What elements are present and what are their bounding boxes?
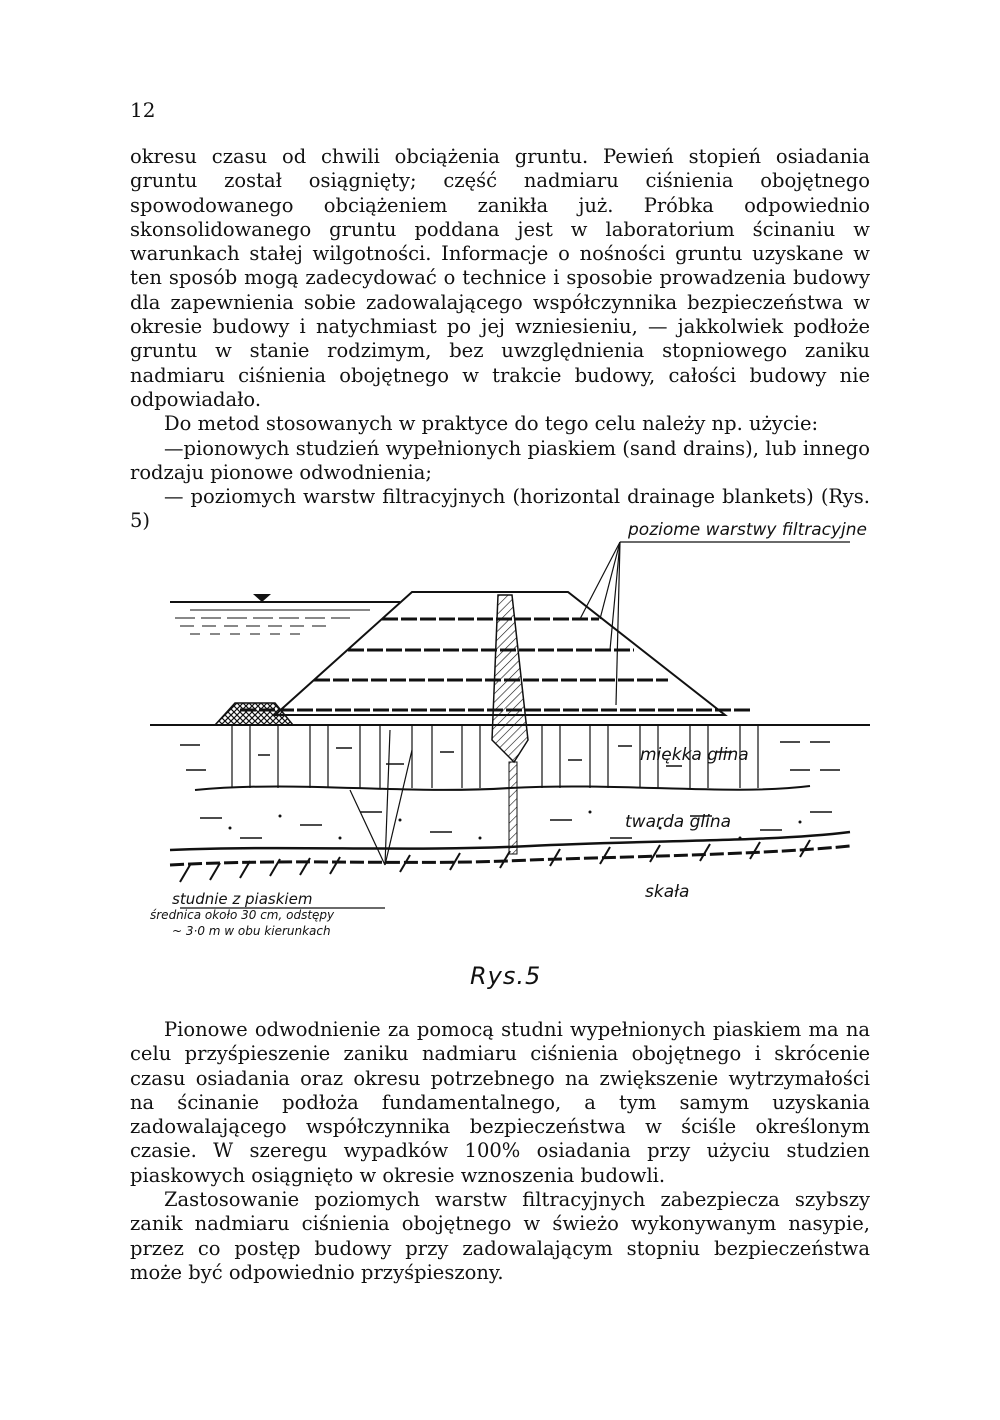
label-sand-drains: studnie z piaskiem: [172, 890, 313, 908]
water-level-icon: [253, 594, 271, 602]
berm-block: [215, 703, 293, 725]
paragraph: Do metod stosowanych w praktyce do tego celu należy np. użycie:: [164, 412, 819, 436]
water-surface: [170, 594, 400, 634]
label-hard-clay: twarda glina: [625, 812, 732, 832]
paragraph: okresu czasu od chwili obciążenia gruntu. Pewień stopień osiadania gruntu został osiągnięty; część nadmiaru ciśnienia obojętnego spowodowanego obciążeniem zanikła już. Próbka odpowiednio skonsolidowanego gruntu poddana jest w laboratorium ścinaniu w warunkach stałej wilgotności. Informacje o nośności gruntu uzyskane w ten sposób mogą zadecydować o technice i sposobie prowadzenia budowy dla zapewnienia sobie zadowalającego współczynnika bezpieczeństwa w okresie budowy i natychmiast po jej wzniesieniu, — jakkolwiek podłoże gruntu w stanie rodzimym, bez uwzględnienia stopniowego zaniku nadmiaru ciśnienia obojętnego w trakcie budowy, całości budowy nie odpowiadało.: [130, 145, 870, 411]
label-sand-drains-spacing: ~ 3·0 m w obu kierunkach: [172, 924, 331, 938]
figure-embankment-diagram: [150, 520, 870, 940]
label-rock: skała: [645, 882, 690, 902]
label-horizontal-layers: poziome warstwy filtracyjne: [628, 520, 868, 540]
bottom-text: [130, 1018, 870, 1285]
list-item: — poziomych warstw filtracyjnych (horizontal drainage blankets) (Rys. 5): [130, 485, 870, 533]
paragraph: Pionowe odwodnienie za pomocą studni wypełnionych piaskiem ma na celu przyśpieszenie zaniku nadmiaru ciśnienia obojętnego i skrócenie czasu osiadania oraz okresu potrzebnego na zwiększenie wytrzymałości na ścinanie podłoża fundamentalnego, a tym samym uzyskania zadowalającego współczynnika bezpieczeństwa w ściśle określonym czasie. W szeregu wypadków 100% osiadania przy użyciu studzien piaskowych osiągnięto w okresie wznoszenia budowli.: [130, 1018, 870, 1187]
paragraph: Zastosowanie poziomych warstw filtracyjnych zabezpiecza szybszy zanik nadmiaru ciśnienia obojętnego w świeżo wykonywanym nasypie, przez co postęp budowy przy zadowalającym stopniu bezpieczeństwa może być odpowiednio przyśpieszony.: [130, 1188, 870, 1284]
label-soft-clay: miękka glina: [640, 745, 749, 765]
list-item: —pionowych studzień wypełnionych piaskiem (sand drains), lub innego rodzaju pionowe odwodnienia;: [130, 436, 870, 484]
top-text: [130, 145, 870, 534]
page-number: 12: [130, 98, 156, 122]
figure-caption: Rys.5: [470, 962, 542, 990]
cutoff-wall: [509, 762, 517, 854]
diagram-svg: [150, 520, 870, 940]
label-sand-drains-diameter: średnica około 30 cm, odstępy: [150, 908, 335, 922]
